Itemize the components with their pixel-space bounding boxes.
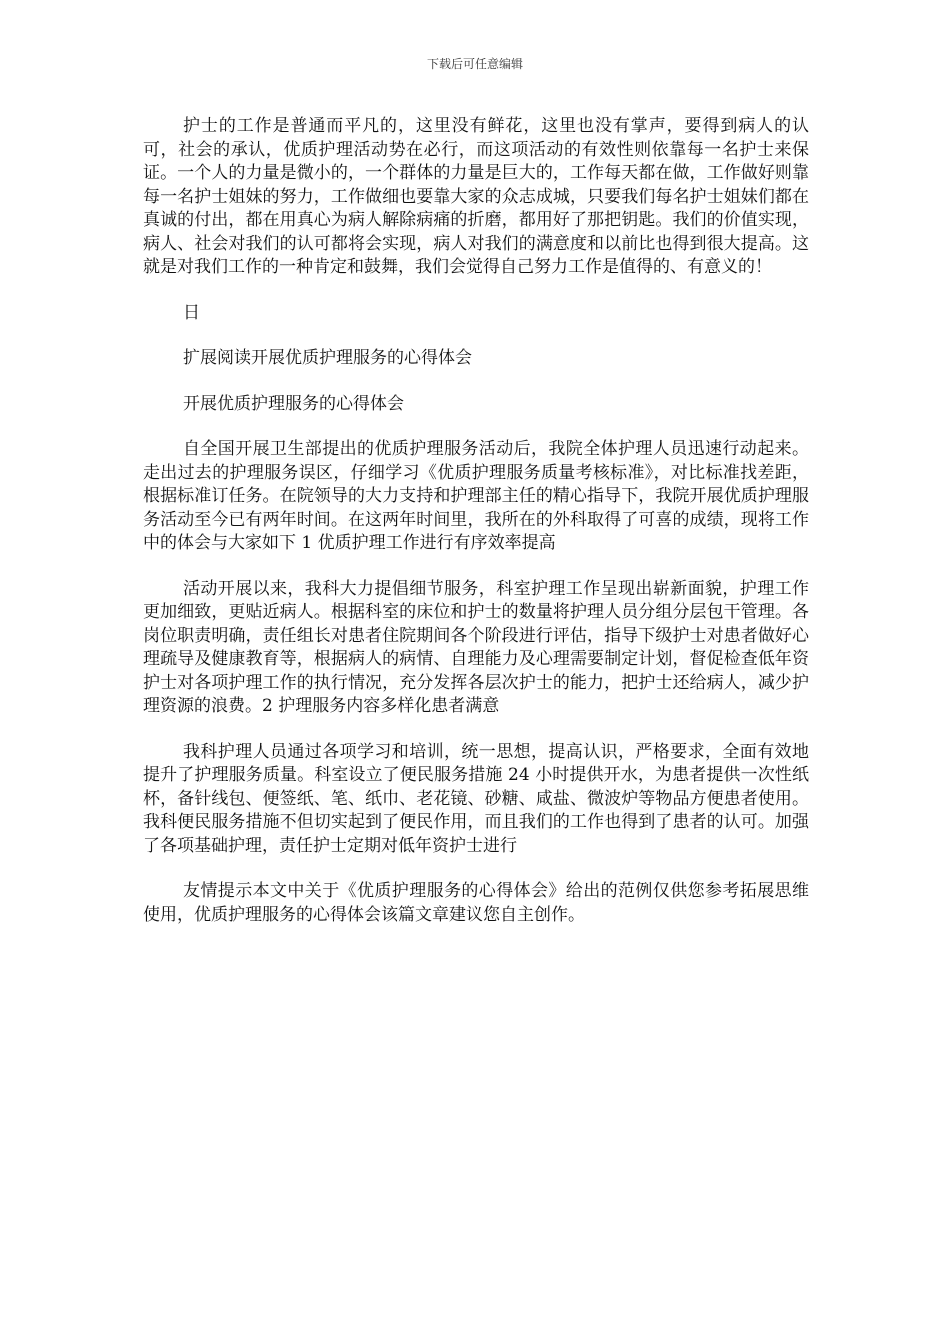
paragraph-training: 我科护理人员通过各项学习和培训，统一思想，提高认识，严格要求，全面有效地提升了护理服务质量。科室设立了便民服务措施 24 小时提供开水，为患者提供一次性纸杯，备针线包、便签纸、笔、纸巾、老花镜、砂糖、咸盐、微波炉等物品方便患者使用。我科便民服务措施不但切实起到了便民作用，而且我们的工作也得到了患者的认可。加强了各项基础护理，责任护士定期对低年资护士进行: [143, 741, 809, 856]
paragraph-notice: 友情提示本文中关于《优质护理服务的心得体会》给出的范例仅供您参考拓展思维使用，优质护理服务的心得体会该篇文章建议您自主创作。: [143, 881, 809, 925]
paragraph-nurse-work: 护士的工作是普通而平凡的，这里没有鲜花，这里也没有掌声，要得到病人的认可，社会的承认，优质护理活动势在必行，而这项活动的有效性则依靠每一名护士来保证。一个人的力量是微小的，一个群体的力量是巨大的，工作每天都在做，工作做好则靠每一名护士姐妹的努力，工作做细也要靠大家的众志成城，只要我们每名护士姐妹们都在真诚的付出，都在用真心为病人解除病痛的折磨，都用好了那把钥匙。我们的价值实现，病人、社会对我们的认可都将会实现，病人对我们的满意度和以前比也得到很大提高。这就是对我们工作的一种肯定和鼓舞，我们会觉得自己努力工作是值得的、有意义的！: [143, 116, 809, 277]
document-body: [143, 115, 809, 949]
paragraph-date-fragment: 日: [183, 302, 200, 323]
paragraph-extended-reading-title: 扩展阅读开展优质护理服务的心得体会: [183, 348, 472, 368]
paragraph-article-title: 开展优质护理服务的心得体会: [183, 393, 404, 414]
page-header: 下载后可任意编辑: [426, 57, 523, 71]
paragraph-intro: 自全国开展卫生部提出的优质护理服务活动后，我院全体护理人员迅速行动起来。走出过去的护理服务误区，仔细学习《优质护理服务质量考核标准》，对比标准找差距，根据标准订任务。在院领导的大力支持和护理部主任的精心指导下，我院开展优质护理服务活动至今已有两年时间。在这两年时间里，我所在的外科取得了可喜的成绩，现将工作中的体会与大家如下 1 优质护理工作进行有序效率提高: [143, 439, 809, 553]
paragraph-activity: 活动开展以来，我科大力提倡细节服务，科室护理工作呈现出崭新面貌，护理工作更加细致，更贴近病人。根据科室的床位和护士的数量将护理人员分组分层包干管理。各岗位职责明确，责任组长对患者住院期间各个阶段进行评估，指导下级护士对患者做好心理疏导及健康教育等，根据病人的病情、自理能力及心理需要制定计划，督促检查低年资护士对各项护理工作的执行情况，充分发挥各层次护士的能力，把护士还给病人，减少护理资源的浪费。2 护理服务内容多样化患者满意: [143, 578, 809, 716]
